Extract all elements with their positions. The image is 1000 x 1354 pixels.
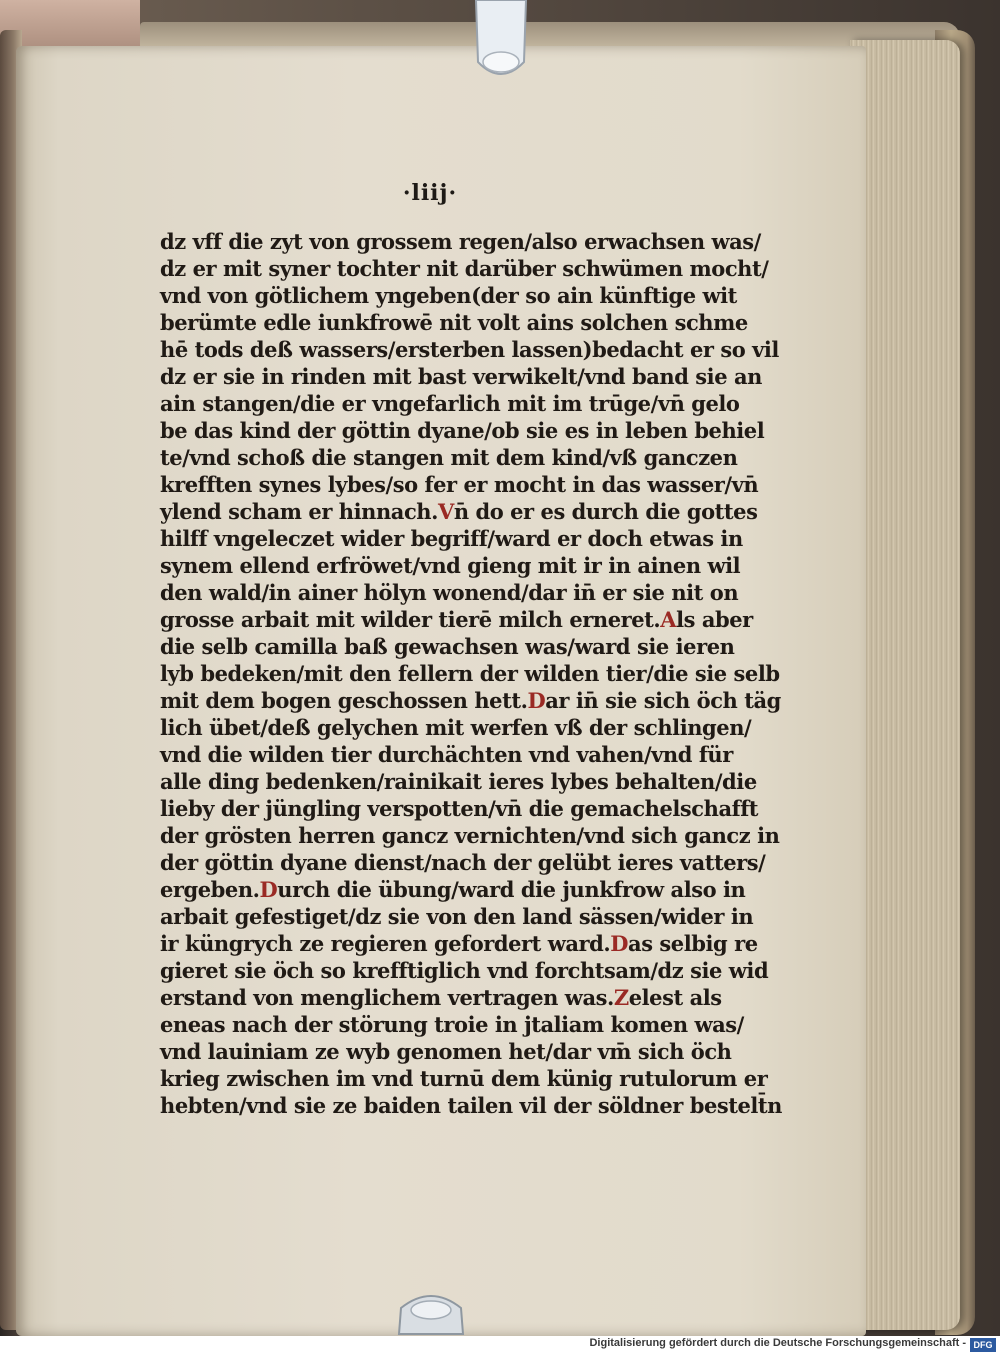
rubricated-initial: D bbox=[527, 688, 546, 713]
text-line bbox=[160, 930, 758, 957]
text-segment: der grösten herren gancz vernichten/vnd sich gancz in bbox=[160, 823, 780, 848]
text-segment: arbait gefestiget/dz sie von den land sässen/wider in bbox=[160, 904, 754, 929]
text-line bbox=[160, 849, 766, 876]
text-segment: berümte edle iunkfrowē nit volt ains solchen schme bbox=[160, 310, 748, 335]
text-segment: lich übet/deß gelychen mit werfen vß der schlingen/ bbox=[160, 715, 752, 740]
text-segment: alle ding bedenken/rainikait ieres lybes behalten/die bbox=[160, 769, 757, 794]
text-line bbox=[160, 1011, 744, 1038]
text-line bbox=[160, 417, 765, 444]
text-segment: synem ellend erfröwet/vnd gieng mit ir in ainen wil bbox=[160, 553, 741, 578]
text-segment: n̄ do er es durch die gottes bbox=[453, 499, 758, 524]
text-segment: dz er mit syner tochter nit darüber schwümen mocht/ bbox=[160, 256, 769, 281]
text-segment: ls aber bbox=[676, 607, 753, 632]
footer-credit[interactable]: Digitalisierung gefördert durch die Deutsche Forschungsgemeinschaft - bbox=[589, 1337, 966, 1349]
text-line bbox=[160, 741, 733, 768]
text-segment: dz er sie in rinden mit bast verwikelt/vnd band sie an bbox=[160, 364, 762, 389]
text-line bbox=[160, 795, 759, 822]
text-line bbox=[160, 498, 758, 525]
text-line bbox=[160, 687, 781, 714]
text-segment: be das kind der göttin dyane/ob sie es in leben behiel bbox=[160, 418, 765, 443]
text-segment: as selbig re bbox=[628, 931, 758, 956]
text-segment: krefften synes lybes/so fer er mocht in das wasser/vn̄ bbox=[160, 472, 759, 497]
text-line bbox=[160, 984, 722, 1011]
text-segment: erstand von menglichem vertragen was. bbox=[160, 985, 614, 1010]
text-line bbox=[160, 309, 748, 336]
text-segment: gieret sie öch so krefftiglich vnd forchtsam/dz sie wid bbox=[160, 958, 769, 983]
text-line bbox=[160, 1038, 732, 1065]
text-segment: vnd von götlichem yngeben(der so ain künftige wit bbox=[160, 283, 737, 308]
text-line bbox=[160, 903, 754, 930]
text-segment: ergeben. bbox=[160, 877, 260, 902]
text-line bbox=[160, 363, 762, 390]
rubricated-initial: D bbox=[610, 931, 629, 956]
text-line bbox=[160, 714, 752, 741]
text-segment: lieby der jüngling verspotten/vn̄ die gemachelschafft bbox=[160, 796, 759, 821]
text-line bbox=[160, 633, 735, 660]
rubricated-initial: D bbox=[259, 877, 278, 902]
rubricated-initial: A bbox=[660, 607, 677, 632]
text-segment: dz vff die zyt von grossem regen/also erwachsen was/ bbox=[160, 229, 761, 254]
text-segment: den wald/in ainer hölyn wonend/dar in̄ er sie nit on bbox=[160, 580, 739, 605]
text-line bbox=[160, 552, 741, 579]
text-segment: vnd die wilden tier durchächten vnd vahen/vnd für bbox=[160, 742, 733, 767]
folio-number: ·liij· bbox=[402, 180, 458, 206]
text-segment: hebten/vnd sie ze baiden tailen vil der söldner bestelt̄n bbox=[160, 1093, 782, 1118]
rubricated-initial: V bbox=[437, 499, 454, 524]
text-line bbox=[160, 525, 743, 552]
text-line bbox=[160, 579, 739, 606]
text-line bbox=[160, 1065, 768, 1092]
text-segment: elest als bbox=[628, 985, 722, 1010]
text-line bbox=[160, 228, 761, 255]
text-line bbox=[160, 390, 740, 417]
text-segment: ir küngrych ze regieren gefordert ward. bbox=[160, 931, 611, 956]
text-segment: ylend scham er hinnach. bbox=[160, 499, 438, 524]
text-line bbox=[160, 471, 759, 498]
text-line bbox=[160, 336, 779, 363]
text-line bbox=[160, 768, 757, 795]
text-segment: ar in̄ sie sich öch täg bbox=[545, 688, 781, 713]
text-line bbox=[160, 822, 780, 849]
text-line bbox=[160, 606, 753, 633]
text-segment: krieg zwischen im vnd turnū dem künig rutulorum er bbox=[160, 1066, 768, 1091]
text-segment: hilff vngeleczet wider begriff/ward er doch etwas in bbox=[160, 526, 743, 551]
page-text-block bbox=[160, 228, 782, 1119]
dfg-logo[interactable]: DFG bbox=[970, 1338, 996, 1352]
text-segment: die selb camilla baß gewachsen was/ward sie ieren bbox=[160, 634, 735, 659]
text-segment: der göttin dyane dienst/nach der gelübt ieres vatters/ bbox=[160, 850, 766, 875]
text-segment: mit dem bogen geschossen hett. bbox=[160, 688, 528, 713]
text-segment: eneas nach der störung troie in jtaliam komen was/ bbox=[160, 1012, 744, 1037]
text-segment: vnd lauiniam ze wyb genomen het/dar vm̄ sich öch bbox=[160, 1039, 732, 1064]
text-line bbox=[160, 1092, 782, 1119]
text-segment: te/vnd schoß die stangen mit dem kind/vß ganczen bbox=[160, 445, 738, 470]
text-line bbox=[160, 282, 737, 309]
text-line bbox=[160, 876, 746, 903]
text-segment: ain stangen/die er vngefarlich mit im trūge/vn̄ gelo bbox=[160, 391, 740, 416]
text-segment: hē tods deß wassers/ersterben lassen)bedacht er so vil bbox=[160, 337, 779, 362]
text-line bbox=[160, 957, 769, 984]
text-segment: lyb bedeken/mit den fellern der wilden tier/die sie selb bbox=[160, 661, 780, 686]
page-holder-clip-top bbox=[470, 0, 532, 78]
text-line bbox=[160, 255, 769, 282]
text-segment: grosse arbait mit wilder tierē milch erneret. bbox=[160, 607, 661, 632]
text-segment: urch die übung/ward die junkfrow also in bbox=[277, 877, 746, 902]
rubricated-initial: Z bbox=[613, 985, 629, 1010]
text-line bbox=[160, 444, 738, 471]
page-holder-clip-bottom bbox=[395, 1290, 467, 1334]
page-edges bbox=[850, 40, 960, 1330]
text-line bbox=[160, 660, 780, 687]
